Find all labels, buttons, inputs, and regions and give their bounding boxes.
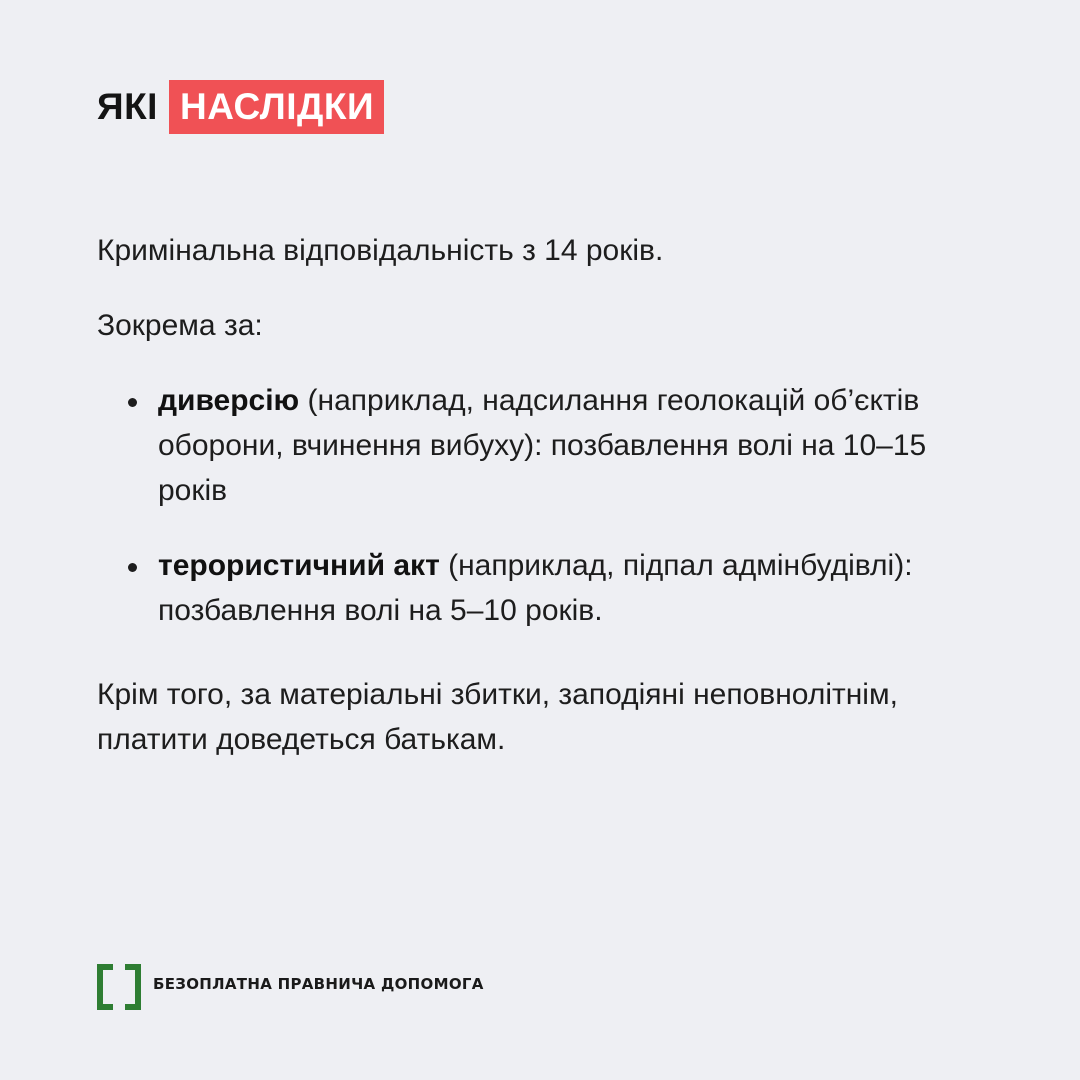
intro-paragraph: Кримінальна відповідальність з 14 років. [97, 234, 664, 267]
title-highlight: НАСЛІДКИ [169, 80, 384, 134]
page-title [97, 80, 384, 134]
list-item [97, 378, 997, 513]
title-plain: ЯКІ [97, 86, 158, 127]
left-bracket-icon [97, 964, 113, 1010]
org-name: БЕЗОПЛАТНА ПРАВНИЧА ДОПОМОГА [153, 975, 484, 993]
lead-paragraph: Зокрема за: [97, 309, 263, 342]
list-item-text: (наприклад, підпал адмінбудівлі): позбавлення волі на 5–10 років. [158, 549, 913, 627]
brackets-logo-icon [97, 964, 141, 1004]
bullet-dot-icon [128, 563, 137, 572]
consequences-list [97, 378, 997, 663]
closing-paragraph: Крім того, за матеріальні збитки, заподіяні неповнолітнім, платити доведеться батькам. [97, 678, 898, 756]
footer-brand [97, 964, 484, 1004]
list-item-term: терористичний акт [158, 549, 440, 582]
list-item-term: диверсію [158, 384, 300, 417]
bullet-dot-icon [128, 398, 137, 407]
right-bracket-icon [125, 964, 141, 1010]
list-item-text: (наприклад, надсилання геолокацій об’єктів оборони, вчинення вибуху): позбавлення волі на 10–15 років [158, 384, 927, 507]
list-item [97, 543, 997, 633]
